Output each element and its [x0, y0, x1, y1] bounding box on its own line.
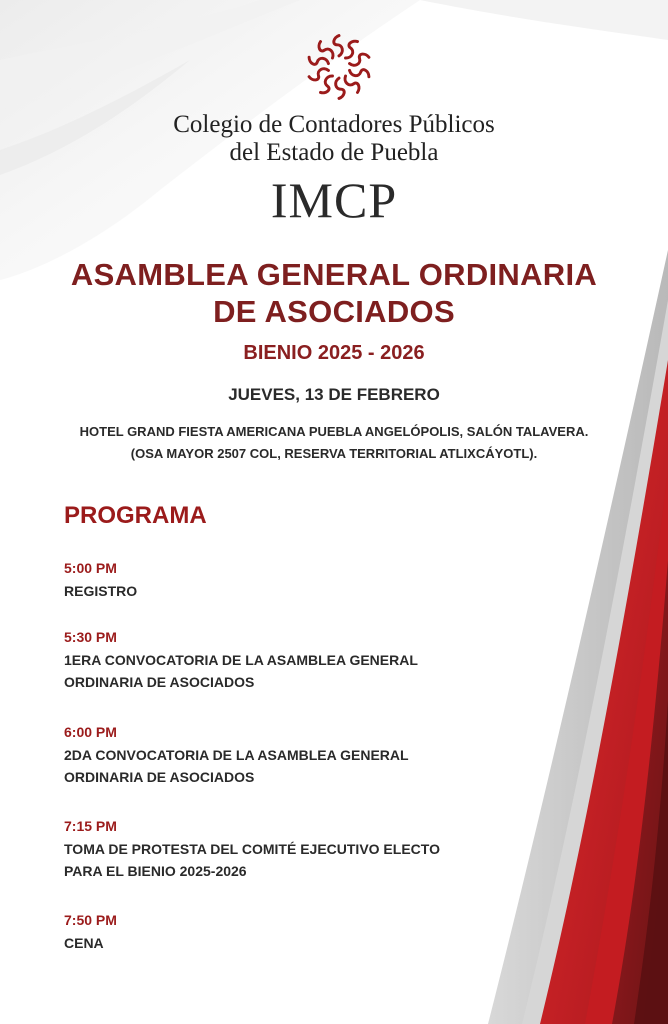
- program-item-description: 1ERA CONVOCATORIA DE LA ASAMBLEA GENERAL ORDINARIA DE ASOCIADOS: [64, 652, 418, 690]
- event-venue-line1: HOTEL GRAND FIESTA AMERICANA PUEBLA ANGELÓPOLIS, SALÓN TALAVERA.: [79, 424, 589, 439]
- program-item: [64, 910, 504, 954]
- program-item-time: 7:15 PM: [64, 818, 117, 834]
- event-title-line2: DE ASOCIADOS: [213, 294, 455, 329]
- program-item-description: 2DA CONVOCATORIA DE LA ASAMBLEA GENERAL ORDINARIA DE ASOCIADOS: [64, 747, 409, 785]
- program-item-description: REGISTRO: [64, 583, 138, 599]
- event-venue-line2: (OSA MAYOR 2507 COL, RESERVA TERRITORIAL ATLIXCÁYOTL).: [130, 446, 538, 461]
- event-date: JUEVES, 13 DE FEBRERO: [228, 385, 440, 404]
- program-item-description: CENA: [64, 935, 104, 951]
- program-item-time: 5:00 PM: [64, 560, 117, 576]
- event-title-line1: ASAMBLEA GENERAL ORDINARIA: [70, 257, 598, 292]
- program-heading: PROGRAMA: [64, 502, 207, 529]
- program-item: [64, 627, 504, 693]
- program-item-time: 7:50 PM: [64, 912, 117, 928]
- event-period: BIENIO 2025 - 2026: [243, 342, 425, 364]
- organization-name-line1: Colegio de Contadores Públicos: [173, 111, 495, 138]
- organization-name-line2: del Estado de Puebla: [229, 139, 439, 166]
- program-item: [64, 558, 504, 602]
- program-item-description: TOMA DE PROTESTA DEL COMITÉ EJECUTIVO ELECTO PARA EL BIENIO 2025-2026: [64, 841, 440, 879]
- program-item: [64, 722, 504, 788]
- program-item-time: 5:30 PM: [64, 629, 117, 645]
- imcp-swirl-logo-icon: [302, 30, 376, 104]
- organization-acronym: IMCP: [270, 172, 398, 228]
- program-item-time: 6:00 PM: [64, 724, 117, 740]
- program-item: [64, 816, 504, 882]
